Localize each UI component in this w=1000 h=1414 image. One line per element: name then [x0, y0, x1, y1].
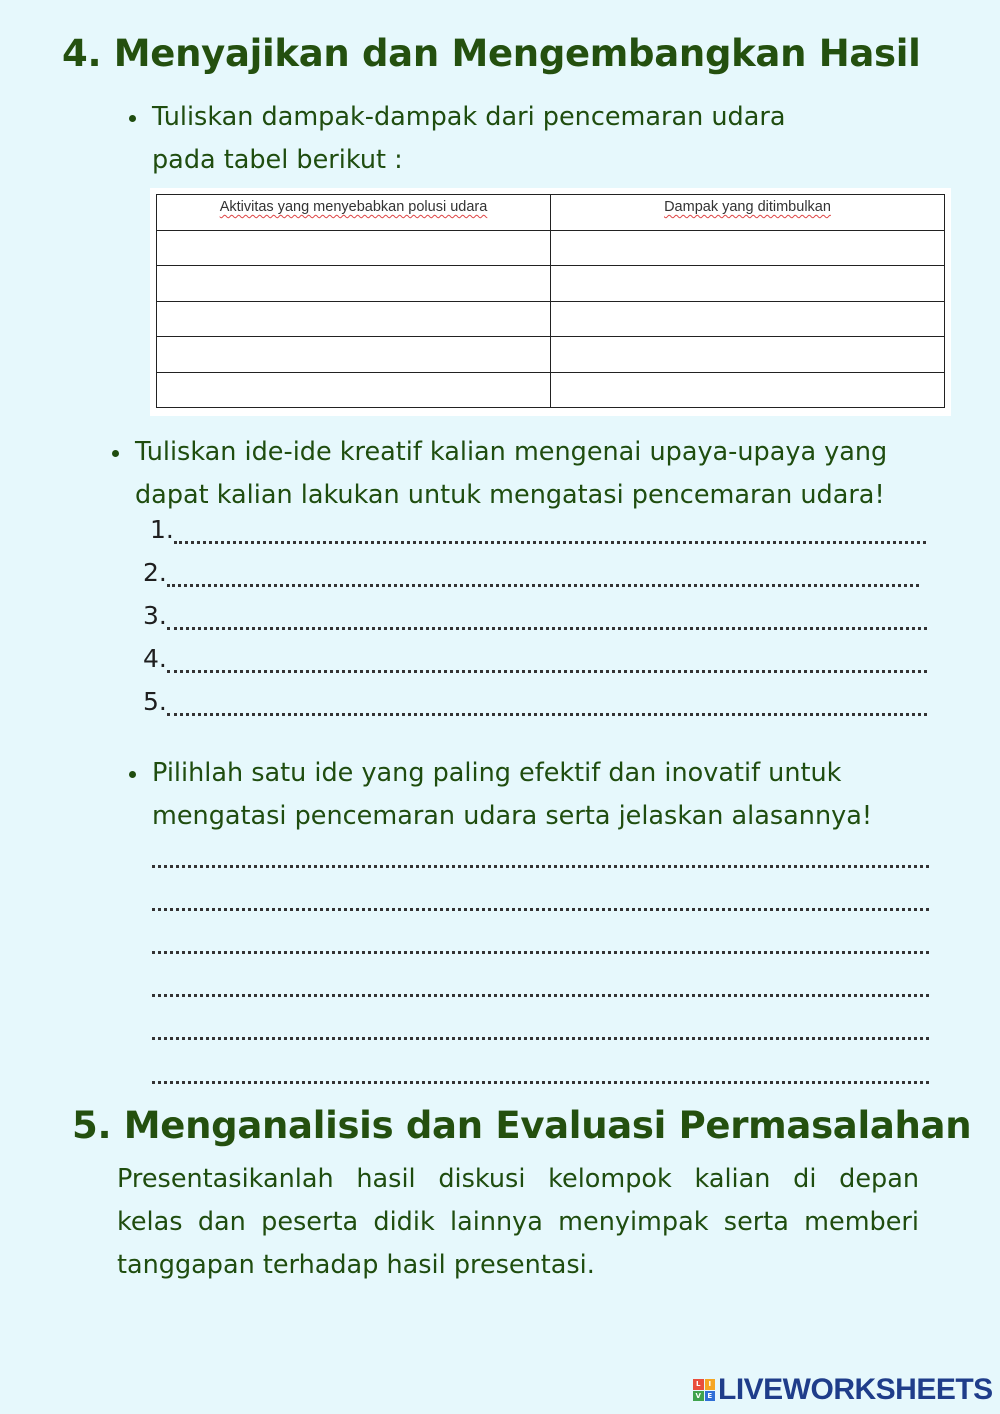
numbered-line-3[interactable] — [143, 600, 935, 630]
impact-cell[interactable] — [551, 231, 945, 266]
numbered-line-2[interactable] — [143, 557, 930, 587]
impact-cell[interactable] — [551, 372, 945, 407]
numbered-line-label: 1. — [150, 515, 174, 544]
liveworksheets-logo-text: LIVEWORKSHEETS — [718, 1373, 993, 1406]
table-row — [157, 337, 945, 372]
numbered-line-label: 4. — [143, 644, 167, 673]
section-5-line-3: tanggapan terhadap hasil presentasi. — [117, 1250, 595, 1280]
impact-cell[interactable] — [551, 266, 945, 301]
numbered-line-label: 5. — [143, 687, 167, 716]
bullet-2-text — [135, 431, 965, 517]
activity-cell[interactable] — [157, 372, 551, 407]
impact-cell[interactable] — [551, 301, 945, 336]
bullet-1-text — [152, 96, 912, 182]
section-5-title: 5. Menganalisis dan Evaluasi Permasalahan — [72, 1104, 972, 1147]
bullet-2-line-2: dapat kalian lakukan untuk mengatasi pencemaran udara! — [135, 480, 885, 510]
section-5-line-2: kelas dan peserta didik lainnya menyimpak serta memberi — [117, 1207, 919, 1237]
table-header-activity: Aktivitas yang menyebabkan polusi udara — [157, 195, 551, 231]
bullet-3-line-2: mengatasi pencemaran udara serta jelaskan alasannya! — [152, 801, 873, 831]
section-5-line-1: Presentasikanlah hasil diskusi kelompok kalian di depan — [117, 1164, 919, 1194]
numbered-line-4[interactable] — [143, 643, 935, 673]
activity-cell[interactable] — [157, 301, 551, 336]
impact-cell[interactable] — [551, 337, 945, 372]
numbered-line-5[interactable] — [143, 686, 935, 716]
table-row — [157, 372, 945, 407]
section-4-title: 4. Menyajikan dan Mengembangkan Hasil — [62, 32, 921, 75]
liveworksheets-logo[interactable] — [693, 1373, 993, 1407]
bullet-dot — [112, 450, 119, 457]
answer-line[interactable] — [152, 1010, 929, 1040]
answer-line[interactable] — [152, 838, 929, 868]
activity-cell[interactable] — [157, 337, 551, 372]
bullet-dot — [129, 115, 136, 122]
numbered-line-label: 3. — [143, 601, 167, 630]
answer-line[interactable] — [152, 924, 929, 954]
table-row — [157, 301, 945, 336]
section-5-paragraph — [117, 1158, 919, 1287]
table-row — [157, 231, 945, 266]
bullet-2-line-1: Tuliskan ide-ide kreatif kalian mengenai upaya-upaya yang — [135, 437, 888, 467]
activity-cell[interactable] — [157, 231, 551, 266]
impact-table — [150, 188, 951, 416]
answer-line[interactable] — [152, 881, 929, 911]
bullet-3-text — [152, 752, 952, 838]
bullet-3-line-1: Pilihlah satu ide yang paling efektif dan inovatif untuk — [152, 758, 842, 788]
activity-cell[interactable] — [157, 266, 551, 301]
liveworksheets-logo-icon: L I V E — [693, 1379, 715, 1401]
answer-line[interactable] — [152, 1054, 929, 1084]
numbered-line-1[interactable] — [150, 514, 930, 544]
answer-line[interactable] — [152, 967, 929, 997]
table-header-impact: Dampak yang ditimbulkan — [551, 195, 945, 231]
bullet-1-line-1: Tuliskan dampak-dampak dari pencemaran udara — [152, 102, 786, 132]
numbered-line-label: 2. — [143, 558, 167, 587]
bullet-dot — [129, 771, 136, 778]
bullet-1-line-2: pada tabel berikut : — [152, 145, 403, 175]
table-row — [157, 266, 945, 301]
